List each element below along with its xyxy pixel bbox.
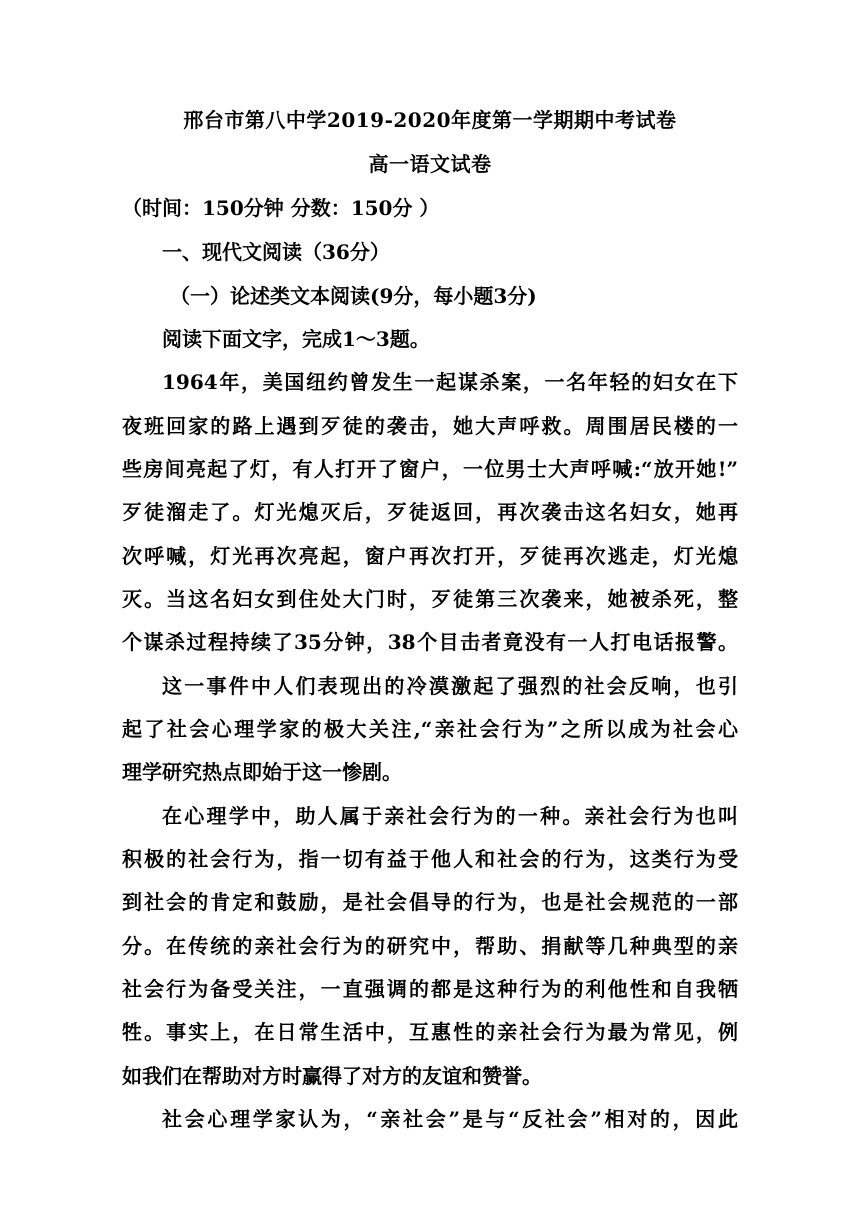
body-line: 如我们在帮助对方时赢得了对方的友谊和赞誉。 — [122, 1064, 542, 1088]
body-line: 到社会的肯定和鼓励，是社会倡导的行为，也是社会规范的一部 — [122, 890, 738, 914]
body-line: 起了社会心理学家的极大关注,“亲社会行为”之所以成为社会心 — [122, 717, 738, 741]
body-line: 次呼喊，灯光再次亮起，窗户再次打开，歹徒再次逃走，灯光熄 — [122, 544, 738, 568]
body-line: 1964年，美国纽约曾发生一起谋杀案，一名年轻的妇女在下 — [162, 370, 738, 394]
exam-title: 邢台市第八中学2019-2020年度第一学期期中考试卷 — [183, 108, 677, 132]
body-line: 夜班回家的路上遇到歹徒的袭击，她大声呼救。周围居民楼的一 — [122, 414, 738, 438]
body-line: 些房间亮起了灯，有人打开了窗户，一位男士大声呼喊:“放开她!” — [122, 457, 738, 481]
section-heading: 一、现代文阅读（36分） — [162, 240, 390, 264]
subsection-heading: （一）论述类文本阅读(9分，每小题3分) — [170, 284, 537, 308]
body-line: 这一事件中人们表现出的冷漠激起了强烈的社会反响，也引 — [162, 674, 738, 698]
body-line: 理学研究热点即始于这一惨剧。 — [122, 760, 402, 784]
body-line: 个谋杀过程持续了35分钟，38个目击者竟没有一人打电话报警。 — [122, 630, 738, 654]
time-score-info: （时间：150分钟 分数：150分 ） — [122, 196, 440, 220]
body-line: 积极的社会行为，指一切有益于他人和社会的行为，这类行为受 — [122, 847, 738, 871]
body-line: 社会心理学家认为，“亲社会”是与“反社会”相对的，因此 — [162, 1107, 738, 1131]
reading-instruction: 阅读下面文字，完成1～3题。 — [162, 327, 430, 351]
exam-subtitle: 高一语文试卷 — [368, 152, 492, 176]
body-line: 歹徒溜走了。灯光熄灭后，歹徒返回，再次袭击这名妇女，她再 — [122, 500, 738, 524]
body-line: 灭。当这名妇女到住处大门时，歹徒第三次袭来，她被杀死，整 — [122, 587, 738, 611]
body-line: 分。在传统的亲社会行为的研究中，帮助、捐献等几种典型的亲 — [122, 934, 738, 958]
body-line: 牲。事实上，在日常生活中，互惠性的亲社会行为最为常见，例 — [122, 1020, 738, 1044]
body-line: 社会行为备受关注，一直强调的都是这种行为的利他性和自我牺 — [122, 977, 738, 1001]
body-line: 在心理学中，助人属于亲社会行为的一种。亲社会行为也叫 — [162, 804, 738, 828]
